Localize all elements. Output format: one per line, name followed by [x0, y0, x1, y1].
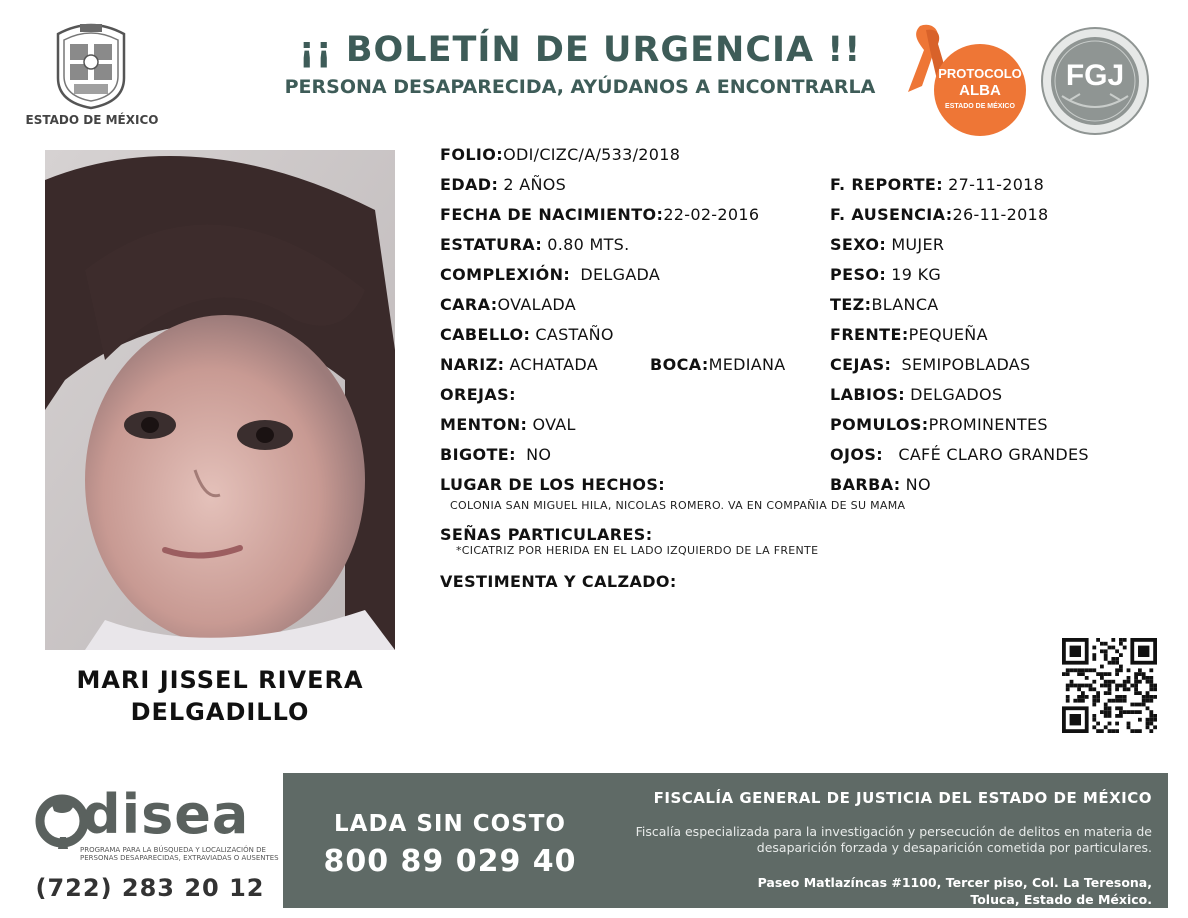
f-reporte-label: F. REPORTE:	[830, 175, 944, 194]
nariz-value: ACHATADA	[509, 355, 598, 374]
field-frente	[830, 325, 988, 344]
bigote-value: NO	[526, 445, 552, 464]
folio-label: FOLIO:	[440, 145, 504, 164]
field-cejas	[830, 355, 1031, 374]
fgj-seal-logo	[1040, 26, 1150, 136]
sexo-label: SEXO:	[830, 235, 887, 254]
field-cara	[440, 295, 576, 314]
field-sexo	[830, 235, 944, 254]
complexion-value: DELGADA	[580, 265, 661, 284]
alba-line3: ESTADO DE MÉXICO	[945, 103, 1015, 110]
odisea-phone[interactable]: (722) 283 20 12	[35, 874, 265, 902]
f-reporte-value: 27-11-2018	[948, 175, 1045, 194]
bulletin-subtitle: PERSONA DESAPARECIDA, AYÚDANOS A ENCONTRARLA	[284, 76, 876, 98]
alba-line1: PROTOCOLO	[938, 66, 1022, 81]
vestimenta-label: VESTIMENTA Y CALZADO:	[440, 572, 677, 591]
bulletin-title: ¡¡ BOLETÍN DE URGENCIA !!	[298, 30, 862, 70]
field-orejas	[440, 385, 516, 404]
senas-value: *CICATRIZ POR HERIDA EN EL LADO IZQUIERDO DE LA FRENTE	[456, 544, 819, 557]
peso-label: PESO:	[830, 265, 887, 284]
field-f-reporte	[830, 175, 1044, 194]
address-line1: Paseo Matlazíncas #1100, Tercer piso, Col. La Teresona,	[757, 875, 1152, 890]
ojos-value: CAFÉ CLARO GRANDES	[898, 445, 1089, 464]
nariz-label: NARIZ:	[440, 355, 505, 374]
pomulos-value: PROMINENTES	[928, 415, 1048, 434]
toll-free-number[interactable]: 800 89 029 40	[323, 844, 577, 879]
field-boca	[650, 355, 786, 374]
edad-value: 2 AÑOS	[503, 175, 567, 194]
senas-label: SEÑAS PARTICULARES:	[440, 525, 653, 544]
estado-de-mexico-label: ESTADO DE MÉXICO	[25, 113, 159, 127]
field-complexion	[440, 265, 660, 284]
folio-value: ODI/CIZC/A/533/2018	[503, 145, 681, 164]
frente-label: FRENTE:	[830, 325, 909, 344]
field-folio	[440, 145, 680, 164]
cara-value: OVALADA	[497, 295, 577, 314]
cara-label: CARA:	[440, 295, 498, 314]
fiscalia-description: Fiscalía especializada para la investigación y persecución de delitos en materia de desaparición forzada y desaparición cometida por particulares.	[635, 824, 1152, 855]
pomulos-label: POMULOS:	[830, 415, 929, 434]
alba-line2: ALBA	[959, 82, 1001, 99]
estatura-label: ESTATURA:	[440, 235, 543, 254]
edad-label: EDAD:	[440, 175, 499, 194]
field-barba	[830, 475, 931, 494]
person-name-line2: DELGADILLO	[130, 698, 310, 726]
fiscalia-title: FISCALÍA GENERAL DE JUSTICIA DEL ESTADO DE MÉXICO	[653, 789, 1152, 807]
fecha-nacimiento-label: FECHA DE NACIMIENTO:	[440, 205, 664, 224]
cejas-value: SEMIPOBLADAS	[901, 355, 1031, 374]
peso-value: 19 KG	[891, 265, 942, 284]
f-ausencia-value: 26-11-2018	[952, 205, 1049, 224]
field-fecha-nacimiento	[440, 205, 759, 224]
field-cabello	[440, 325, 614, 344]
lada-sin-costo-label: LADA SIN COSTO	[334, 811, 566, 837]
cabello-value: CASTAÑO	[535, 325, 614, 344]
cabello-label: CABELLO:	[440, 325, 531, 344]
field-lugar-label	[440, 475, 665, 494]
fgj-text: FGJ	[1065, 59, 1125, 92]
tez-label: TEZ:	[830, 295, 872, 314]
field-senas-label	[440, 525, 653, 544]
barba-label: BARBA:	[830, 475, 901, 494]
fecha-nacimiento-value: 22-02-2016	[663, 205, 760, 224]
field-menton	[440, 415, 576, 434]
odisea-brand: disea	[82, 783, 250, 846]
sexo-value: MUJER	[891, 235, 945, 254]
lugar-value: COLONIA SAN MIGUEL HILA, NICOLAS ROMERO. VA EN COMPAÑIA DE SU MAMA	[450, 499, 906, 512]
bigote-label: BIGOTE:	[440, 445, 516, 464]
estado-de-mexico-coat-of-arms	[50, 20, 132, 110]
field-nariz	[440, 355, 598, 374]
labios-label: LABIOS:	[830, 385, 906, 404]
field-edad	[440, 175, 566, 194]
person-name-line1: MARI JISSEL RIVERA	[76, 666, 364, 694]
labios-value: DELGADOS	[910, 385, 1003, 404]
ojos-label: OJOS:	[830, 445, 884, 464]
boca-label: BOCA:	[650, 355, 709, 374]
field-vestimenta	[440, 572, 677, 591]
qr-code[interactable]	[1062, 638, 1157, 733]
estatura-value: 0.80 MTS.	[547, 235, 630, 254]
boca-value: MEDIANA	[708, 355, 786, 374]
frente-value: PEQUEÑA	[908, 325, 988, 344]
fiscalia-address	[600, 874, 1152, 908]
lugar-label: LUGAR DE LOS HECHOS:	[440, 475, 666, 494]
barba-value: NO	[905, 475, 931, 494]
missing-person-photo	[45, 150, 395, 650]
field-tez	[830, 295, 939, 314]
address-line2: Toluca, Estado de México.	[970, 892, 1152, 907]
field-ojos	[830, 445, 1089, 464]
complexion-label: COMPLEXIÓN:	[440, 265, 571, 284]
orejas-label: OREJAS:	[440, 385, 516, 404]
field-bigote	[440, 445, 551, 464]
field-pomulos	[830, 415, 1048, 434]
menton-value: OVAL	[532, 415, 576, 434]
tez-value: BLANCA	[871, 295, 939, 314]
menton-label: MENTON:	[440, 415, 528, 434]
f-ausencia-label: F. AUSENCIA:	[830, 205, 953, 224]
field-labios	[830, 385, 1002, 404]
cejas-label: CEJAS:	[830, 355, 892, 374]
field-estatura	[440, 235, 630, 254]
field-peso	[830, 265, 941, 284]
protocolo-alba-logo	[900, 22, 1028, 134]
odisea-tagline: PROGRAMA PARA LA BÚSQUEDA Y LOCALIZACIÓN DE PERSONAS DESAPARECIDAS, EXTRAVIADAS O AUSENTES	[80, 846, 279, 862]
field-f-ausencia	[830, 205, 1049, 224]
